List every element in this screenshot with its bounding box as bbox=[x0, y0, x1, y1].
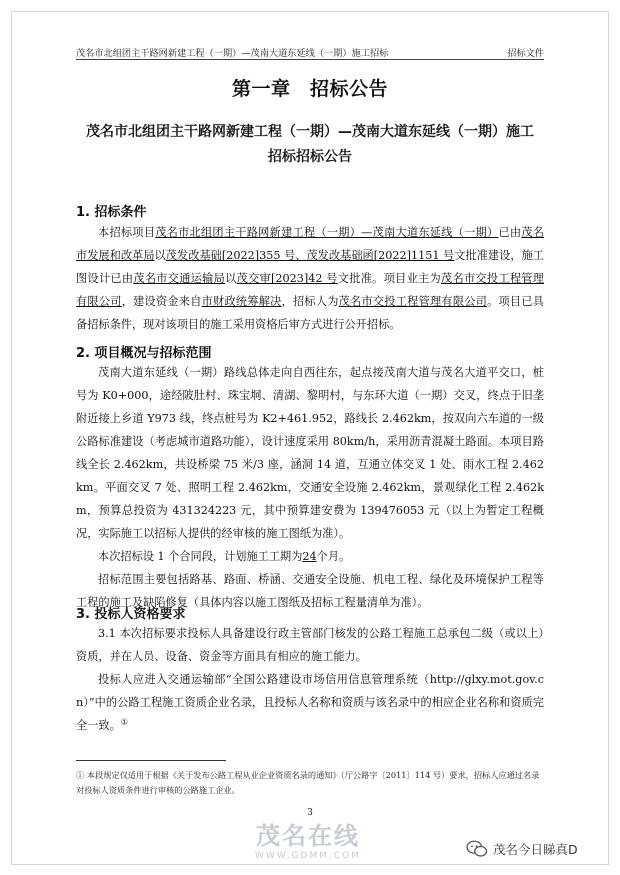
page-number: 3 bbox=[307, 808, 313, 818]
section-2-heading: 2. 项目概况与招标范围 bbox=[76, 346, 212, 361]
section-3-body bbox=[76, 622, 544, 737]
document-title bbox=[60, 120, 560, 170]
footnote-text: 本段规定仅适用于根据《关于发布公路工程从业企业资质名录的通知》（厅公路字〔2011〕114 号）要求，招标人应通过名录对投标人资质条件进行审核的公路施工企业。 bbox=[76, 770, 540, 795]
footnote-reference: ① bbox=[120, 717, 128, 727]
account-name: 茂名今日睇真D bbox=[493, 842, 578, 857]
contract-period-paragraph: 本次招标设 1 个合同段，计划施工工期为24个月。 bbox=[98, 550, 351, 563]
section-2-body bbox=[76, 361, 544, 614]
section-3-heading: 3. 投标人资格要求 bbox=[76, 607, 186, 622]
document-title-line-2: 招标招标公告 bbox=[268, 149, 352, 165]
section-1-body bbox=[76, 221, 544, 336]
document-title-line-1: 茂名市北组团主干路网新建工程（一期）—茂南大道东延线（一期）施工 bbox=[86, 124, 534, 140]
credit-system-paragraph: 投标人应进入交通运输部“全国公路建设市场信用信息管理系统（http://glxy.mot.gov.cn）”中的公路工程施工资质企业名录，且投标人名称和资质与该名录中的相应企业名称和资质完全一致。① bbox=[76, 673, 544, 732]
tender-scope-paragraph: 招标范围主要包括路基、路面、桥涵、交通安全设施、机电工程、绿化及环境保护工程等工程的施工及缺陷修复（具体内容以施工图纸及招标工程量清单为准）。 bbox=[76, 573, 544, 609]
footnote-divider bbox=[76, 760, 226, 761]
project-overview-paragraph: 茂南大道东延线（一期）路线总体走向自西往东，起点接茂南大道与茂名大道平交口，桩号为 K0+000，途经陂肚村、珠宝垌、清湖、黎明村，与东环大道（一期）交叉，终点于旧垄附近接上乡道 Y973 线，终点桩号为 K2+461.952，路线长 2.462km，按双向六车道的一级公路标准建设（考虑城市道路功能），设计速度采用 80km/h，采用沥青混凝土路面。本项目路线全长 2.462km，共设桥梁 75 米/3 座，涵洞 14 道，互通立体交叉 1 处、雨水工程 2.462km。平面交叉 7 处、照明工程 2.462km，交通安全设施 2.462km，景观绿化工程 2.462km，预算总投资为 431324223 元，其中预算建安费为 139476053 元（以上为暂定工程概况，实际施工以招标人提供的经审核的施工图纸为准）。 bbox=[76, 366, 544, 540]
footnote bbox=[76, 768, 544, 798]
chapter-title: 第一章 招标公告 bbox=[231, 78, 388, 100]
running-header bbox=[76, 44, 544, 60]
watermark-url: WWW.GDMM.COM bbox=[255, 851, 361, 861]
site-watermark bbox=[198, 822, 418, 868]
watermark-logo: 茂名在线 bbox=[256, 822, 360, 850]
account-watermark bbox=[466, 838, 578, 860]
section-1-heading: 1. 招标条件 bbox=[76, 205, 147, 220]
footnote-marker: ① bbox=[76, 770, 85, 780]
qualification-requirement-paragraph: 3.1 本次招标要求投标人具备建设行政主管部门核发的公路工程施工总承包二级（或以上）资质，并在人员、设备、资金等方面具有相应的施工能力。 bbox=[76, 627, 544, 663]
wechat-icon bbox=[466, 839, 488, 859]
tender-conditions-paragraph: 本招标项目茂名市北组团主干路网新建工程（一期）—茂南大道东延线（一期）已由茂名市发展和改革局以茂发改基础[2022]355 号、茂发改基础函[2022]1151 号文批准建设，施工图设计已由茂名市交通运输局以茂交审[2023]42 号文批准。项目业主为茂名市交投工程管理有限公司，建设资金来自市财政统筹解决，招标人为茂名市交投工程管理有限公司。项目已具备招标条件，现对该项目的施工采用资格后审方式进行公开招标。 bbox=[76, 226, 544, 331]
header-project-name: 茂名市北组团主干路网新建工程（一期）—茂南大道东延线（一期）施工招标 bbox=[76, 48, 389, 59]
header-doc-type: 招标文件 bbox=[507, 48, 544, 59]
